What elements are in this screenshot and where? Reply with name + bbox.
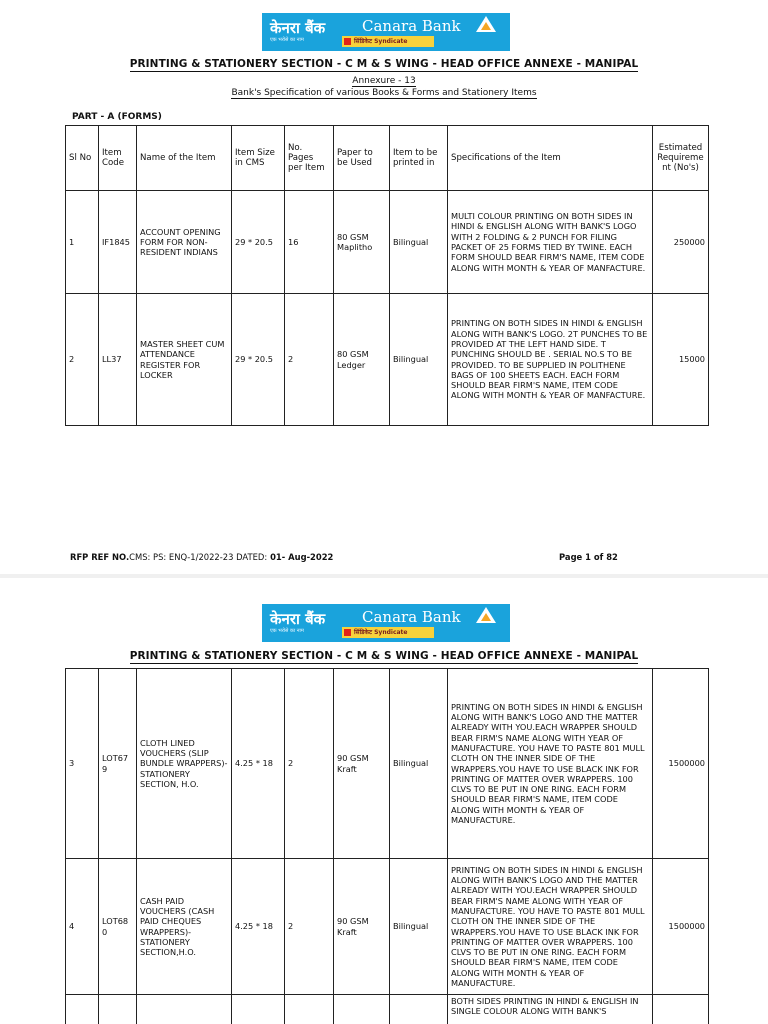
cell-printed: Bilingual bbox=[390, 191, 448, 294]
footer-page-number: Page 1 of 82 bbox=[559, 552, 618, 562]
header-sl: Sl No bbox=[66, 126, 99, 191]
annexure-title bbox=[0, 76, 768, 86]
cell-name: CLOTH LINED VOUCHERS (SLIP BUNDLE WRAPPERS)- STATIONERY SECTION, H.O. bbox=[137, 669, 232, 859]
cell-req: 1500000 bbox=[653, 669, 709, 859]
logo-hindi-text: केनरा बैंक bbox=[270, 19, 326, 37]
cell-req: 1500000 bbox=[653, 859, 709, 995]
cell-printed: Bilingual bbox=[390, 294, 448, 426]
page2-section-title-text: PRINTING & STATIONERY SECTION - C M & S WING - HEAD OFFICE ANNEXE - MANIPAL bbox=[129, 650, 639, 662]
syndicate-mark-icon bbox=[344, 629, 351, 636]
logo-english-text: Canara Bank bbox=[362, 608, 461, 626]
table-row bbox=[66, 191, 709, 294]
cell-paper bbox=[334, 995, 390, 1024]
cell-req: 250000 bbox=[653, 191, 709, 294]
logo-tagline: एक भरोसे का नाम bbox=[270, 37, 304, 43]
page1-section-title-text: PRINTING & STATIONERY SECTION - C M & S WING - HEAD OFFICE ANNEXE - MANIPAL bbox=[129, 58, 639, 70]
cell-size: 29 * 20.5 bbox=[232, 191, 285, 294]
logo-syndicate-badge bbox=[342, 36, 434, 47]
logo-hindi-text: केनरा बैंक bbox=[270, 610, 326, 628]
table-header-row bbox=[66, 126, 709, 191]
table-row bbox=[66, 859, 709, 995]
cell-pages bbox=[285, 995, 334, 1024]
syndicate-label: सिंडिकेट Syndicate bbox=[354, 38, 408, 45]
cell-size: 29 * 20.5 bbox=[232, 294, 285, 426]
cell-printed: Bilingual bbox=[390, 859, 448, 995]
cell-req bbox=[653, 995, 709, 1024]
footer-reference bbox=[70, 552, 333, 562]
header-spec: Specifications of the Item bbox=[448, 126, 653, 191]
cell-sl: 1 bbox=[66, 191, 99, 294]
logo-syndicate-badge bbox=[342, 627, 434, 638]
cell-code bbox=[99, 995, 137, 1024]
table-row bbox=[66, 995, 709, 1024]
cell-paper: 90 GSM Kraft bbox=[334, 669, 390, 859]
cell-paper: 80 GSM Ledger bbox=[334, 294, 390, 426]
cell-name: ACCOUNT OPENING FORM FOR NON-RESIDENT INDIANS bbox=[137, 191, 232, 294]
cell-code: LOT67 9 bbox=[99, 669, 137, 859]
page-divider bbox=[0, 574, 768, 578]
header-paper: Paper to be Used bbox=[334, 126, 390, 191]
cell-spec: PRINTING ON BOTH SIDES IN HINDI & ENGLISH ALONG WITH BANK'S LOGO AND THE MATTER ALREADY WITH YOU.EACH WRAPPER SHOULD BEAR FIRM'S NAME ALONG WITH YEAR OF MANUFACTURE. YOU HAVE TO PASTE 801 MULL CLOTH ON THE INNER SIDE OF THE WRAPPERS.YOU HAVE TO USE BLACK INK FOR PRINTING OF MATTER OVER WRAPPERS. 100 CLVS TO BE PUT IN ONE RING. EACH FORM SHOULD BEAR FIRM'S NAME, ITEM CODE ALONG WITH MONTH & YEAR OF MANUFACTURE. bbox=[448, 669, 653, 859]
cell-size: 4.25 * 18 bbox=[232, 669, 285, 859]
header-pages: No. Pages per Item bbox=[285, 126, 334, 191]
canara-bank-logo bbox=[262, 13, 510, 51]
logo-triangle-inner-icon bbox=[481, 22, 491, 30]
annexure-title-text: Annexure - 13 bbox=[352, 76, 416, 86]
syndicate-label: सिंडिकेट Syndicate bbox=[354, 629, 408, 636]
cell-name bbox=[137, 995, 232, 1024]
cell-size bbox=[232, 995, 285, 1024]
table-row bbox=[66, 294, 709, 426]
logo-triangle-inner-icon bbox=[481, 613, 491, 621]
cell-pages: 2 bbox=[285, 294, 334, 426]
footer-ref-mid: CMS: PS: ENQ-1/2022-23 DATED: bbox=[129, 552, 268, 562]
cell-code: LL37 bbox=[99, 294, 137, 426]
cell-paper: 80 GSM Maplitho bbox=[334, 191, 390, 294]
logo-english-text: Canara Bank bbox=[362, 17, 461, 35]
annexure-subtitle-text: Bank's Specification of various Books & Forms and Stationery Items bbox=[231, 88, 537, 98]
header-code: Item Code bbox=[99, 126, 137, 191]
cell-req: 15000 bbox=[653, 294, 709, 426]
cell-printed: Bilingual bbox=[390, 669, 448, 859]
canara-bank-logo-page2 bbox=[262, 604, 510, 642]
table-row bbox=[66, 669, 709, 859]
cell-pages: 2 bbox=[285, 859, 334, 995]
cell-sl bbox=[66, 995, 99, 1024]
cell-pages: 2 bbox=[285, 669, 334, 859]
cell-sl: 2 bbox=[66, 294, 99, 426]
cell-spec: PRINTING ON BOTH SIDES IN HINDI & ENGLISH ALONG WITH BANK'S LOGO AND THE MATTER ALREADY WITH YOU.EACH WRAPPER SHOULD BEAR FIRM'S NAME ALONG WITH YEAR OF MANUFACTURE. YOU HAVE TO PASTE 801 MULL CLOTH ON THE INNER SIDE OF THE WRAPPERS.YOU HAVE TO USE BLACK INK FOR PRINTING OF MATTER OVER WRAPPERS. 100 CLVS TO BE PUT IN ONE RING. EACH FORM SHOULD BEAR FIRM'S NAME, ITEM CODE ALONG WITH MONTH & YEAR OF MANUFACTURE. bbox=[448, 859, 653, 995]
cell-spec: MULTI COLOUR PRINTING ON BOTH SIDES IN HINDI & ENGLISH ALONG WITH BANK'S LOGO WITH 2 FOLDING & 2 PUNCH FOR FILING PACKET OF 25 FORMS TIED BY TWINE. EACH FORM SHOULD BEAR FIRM'S NAME, ITEM CODE ALONG WITH MONTH & YEAR OF MANFACTURE. bbox=[448, 191, 653, 294]
cell-sl: 4 bbox=[66, 859, 99, 995]
header-req: Estimated Requireme nt (No's) bbox=[653, 126, 709, 191]
cell-spec: BOTH SIDES PRINTING IN HINDI & ENGLISH IN SINGLE COLOUR ALONG WITH BANK'S bbox=[448, 995, 653, 1024]
cell-size: 4.25 * 18 bbox=[232, 859, 285, 995]
annexure-subtitle bbox=[0, 88, 768, 98]
syndicate-mark-icon bbox=[344, 38, 351, 45]
logo-tagline: एक भरोसे का नाम bbox=[270, 628, 304, 634]
header-size: Item Size in CMS bbox=[232, 126, 285, 191]
cell-sl: 3 bbox=[66, 669, 99, 859]
page1-section-title bbox=[0, 58, 768, 70]
page2-section-title bbox=[0, 650, 768, 662]
cell-name: MASTER SHEET CUM ATTENDANCE REGISTER FOR LOCKER bbox=[137, 294, 232, 426]
cell-spec: PRINTING ON BOTH SIDES IN HINDI & ENGLISH ALONG WITH BANK'S LOGO. 2T PUNCHES TO BE PROVIDED AT THE LEFT HAND SIDE. T PUNCHING SHOULD BE . SERIAL NO.S TO BE PROVIDED. TO BE SUPPLIED IN POLITHENE BAGS OF 100 SHEETS EACH. EACH FORM SHOULD BEAR FIRM'S NAME, ITEM CODE ALONG WITH MONTH & YEAR OF MANFACTURE. bbox=[448, 294, 653, 426]
cell-printed bbox=[390, 995, 448, 1024]
page2-spec-table bbox=[65, 668, 709, 1024]
part-heading: PART - A (FORMS) bbox=[72, 112, 162, 122]
cell-code: LOT68 0 bbox=[99, 859, 137, 995]
cell-code: IF1845 bbox=[99, 191, 137, 294]
cell-name: CASH PAID VOUCHERS (CASH PAID CHEQUES WRAPPERS)- STATIONERY SECTION,H.O. bbox=[137, 859, 232, 995]
footer-ref-date: 01- Aug-2022 bbox=[270, 552, 334, 562]
cell-paper: 90 GSM Kraft bbox=[334, 859, 390, 995]
cell-pages: 16 bbox=[285, 191, 334, 294]
page1-spec-table bbox=[65, 125, 709, 426]
header-printed: Item to be printed in bbox=[390, 126, 448, 191]
header-name: Name of the Item bbox=[137, 126, 232, 191]
footer-ref-prefix: RFP REF NO. bbox=[70, 552, 130, 562]
